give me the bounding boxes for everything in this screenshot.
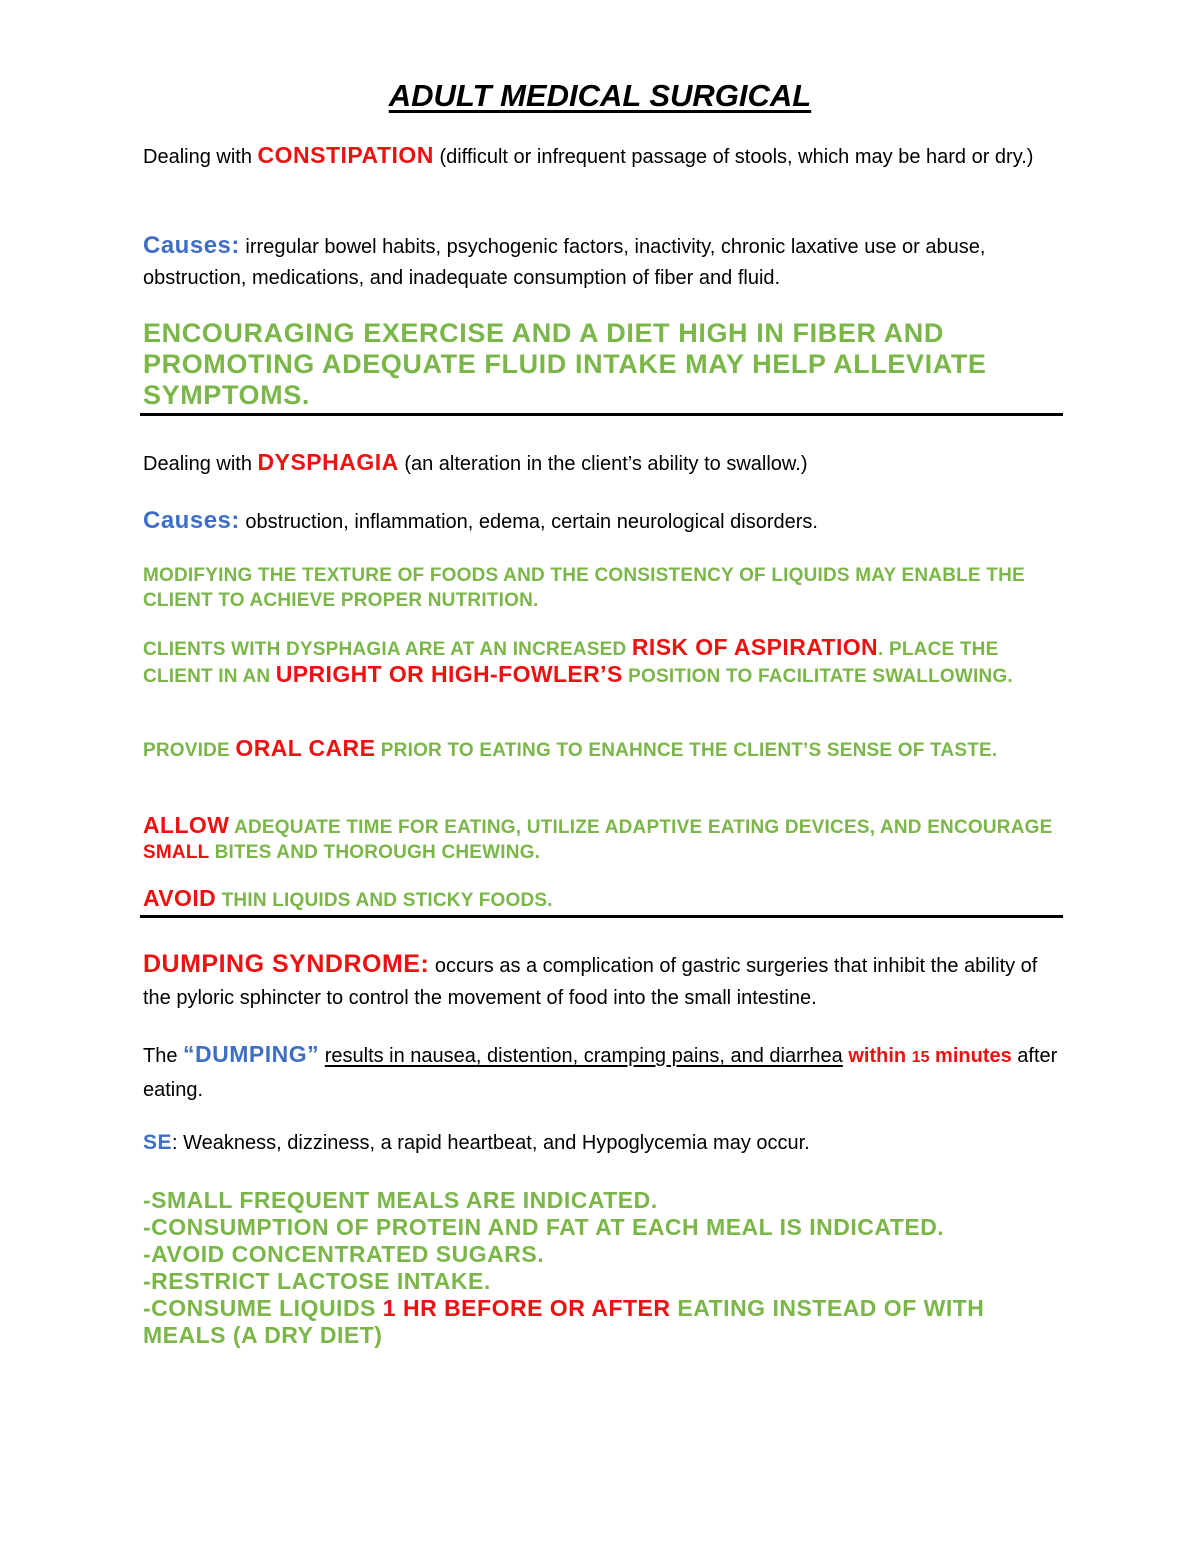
- risk-of-aspiration: RISK OF ASPIRATION: [631, 634, 879, 660]
- causes-text: irregular bowel habits, psychogenic factors, inactivity, chronic laxative use or abuse, obstruction, medications, and inadequate consumption of fiber and fluid.: [143, 236, 986, 289]
- upright-position: UPRIGHT OR HIGH-FOWLER’S: [275, 661, 623, 687]
- se-label: SE: [143, 1131, 173, 1154]
- within-word: within: [842, 1045, 912, 1067]
- dumping-definition-text: occurs as a complication of gastric surgeries that inhibit the ability of the pyloric sphincter to control the movement of food into the small intestine.: [143, 955, 1038, 1009]
- list-item-text: -CONSUME LIQUIDS: [143, 1295, 383, 1321]
- causes-text: obstruction, inflammation, edema, certain neurological disorders.: [239, 511, 818, 533]
- after-text: after eating.: [143, 1045, 1058, 1101]
- tip-texture: MODIFYING THE TEXTURE OF FOODS AND THE CONSISTENCY OF LIQUIDS MAY ENABLE THE CLIENT TO ACHIEVE PROPER NUTRITION.: [143, 565, 1025, 611]
- avoid-word: AVOID: [143, 885, 217, 911]
- constipation-term: CONSTIPATION: [257, 142, 434, 168]
- constipation-causes: [143, 230, 1068, 294]
- se-text: : Weakness, dizziness, a rapid heartbeat, and Hypoglycemia may occur.: [172, 1132, 810, 1154]
- constipation-intro: [143, 140, 1068, 173]
- list-item: [143, 1295, 1068, 1349]
- fifteen-number: 15: [911, 1049, 930, 1066]
- tip-text: PRIOR TO EATING TO ENAHNCE THE CLIENT’S SENSE OF TASTE.: [375, 740, 998, 761]
- allow-word: ALLOW: [143, 812, 230, 838]
- list-item: -SMALL FREQUENT MEALS ARE INDICATED.: [143, 1187, 658, 1213]
- dumping-quote: “DUMPING”: [183, 1041, 320, 1067]
- intro-prefix: Dealing with: [143, 146, 258, 168]
- constipation-recommendation: ENCOURAGING EXERCISE AND A DIET HIGH IN FIBER AND PROMOTING ADEQUATE FLUID INTAKE MAY HELP ALLEVIATE SYMPTOMS.: [143, 318, 987, 410]
- section-divider: [140, 915, 1063, 918]
- small-word: SMALL: [143, 842, 210, 863]
- tip-avoid: [143, 886, 1068, 913]
- tip-allow: [143, 813, 1068, 865]
- tip-text: POSITION TO FACILITATE SWALLOWING.: [622, 666, 1013, 687]
- dumping-results: [143, 1038, 1068, 1106]
- tip-text: PROVIDE: [143, 740, 236, 761]
- tip-aspiration: [143, 635, 1068, 689]
- list-item: -RESTRICT LACTOSE INTAKE.: [143, 1268, 491, 1294]
- tip-text: . PLACE THE CLIENT IN AN: [143, 639, 999, 687]
- oral-care: ORAL CARE: [235, 735, 376, 761]
- constipation-definition: (difficult or infrequent passage of stools, which may be hard or dry.): [433, 146, 1034, 168]
- side-effects: [143, 1127, 1068, 1159]
- dumping-term: DUMPING SYNDROME:: [143, 950, 430, 978]
- list-item: -AVOID CONCENTRATED SUGARS.: [143, 1241, 545, 1267]
- the-word: The: [143, 1045, 184, 1067]
- list-item: -CONSUMPTION OF PROTEIN AND FAT AT EACH MEAL IS INDICATED.: [143, 1214, 945, 1240]
- dysphagia-intro: [143, 447, 1068, 480]
- page-title: ADULT MEDICAL SURGICAL: [388, 78, 812, 113]
- list-item-highlight: 1 HR BEFORE OR AFTER: [382, 1295, 671, 1321]
- causes-label: Causes:: [143, 507, 240, 534]
- minutes-word: minutes: [929, 1045, 1012, 1067]
- dysphagia-causes: [143, 505, 1068, 538]
- dysphagia-term: DYSPHAGIA: [257, 449, 399, 475]
- results-text: results in nausea, distention, cramping pains, and diarrhea: [324, 1045, 843, 1067]
- tip-text: BITES AND THOROUGH CHEWING.: [209, 842, 541, 863]
- dumping-recommendations: [143, 1187, 1068, 1349]
- dysphagia-definition: (an alteration in the client’s ability to swallow.): [398, 453, 808, 475]
- tip-text: THIN LIQUIDS AND STICKY FOODS.: [216, 890, 553, 911]
- tip-text: CLIENTS WITH DYSPHAGIA ARE AT AN INCREASED: [143, 639, 632, 660]
- section-divider: [140, 413, 1063, 416]
- intro-prefix: Dealing with: [143, 453, 258, 475]
- list-item-text: EATING INSTEAD OF WITH MEALS (A DRY DIET): [143, 1295, 985, 1348]
- causes-label: Causes:: [143, 232, 240, 259]
- tip-oral-care: [143, 736, 1068, 763]
- tip-text: ADEQUATE TIME FOR EATING, UTILIZE ADAPTIVE EATING DEVICES, AND ENCOURAGE: [229, 817, 1053, 838]
- dumping-definition: [143, 948, 1068, 1014]
